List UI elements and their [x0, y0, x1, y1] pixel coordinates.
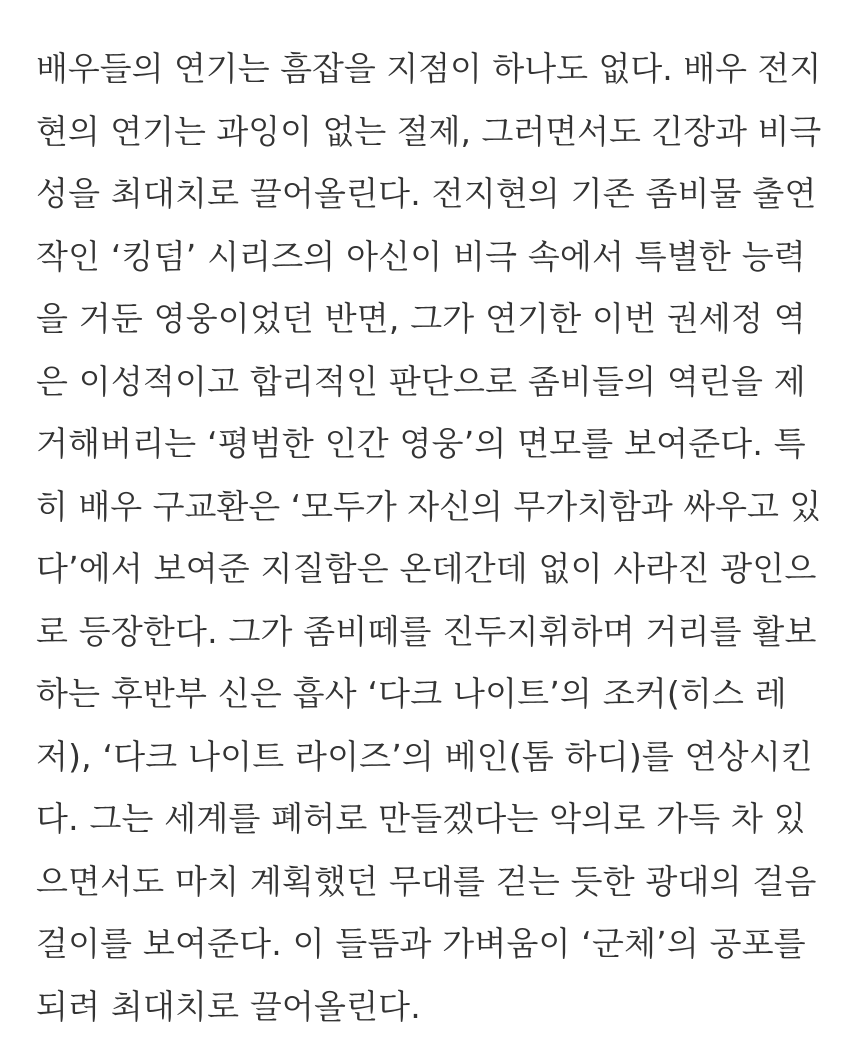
article-body: [36, 38, 826, 1038]
text-line: 배우들의 연기는 흠잡을 지점이 하나도 없다. 배우 전지: [36, 38, 826, 101]
text-line: 저), ‘다크 나이트 라이즈’의 베인(톰 하디)를 연상시킨: [36, 726, 826, 789]
text-line: 으면서도 마치 계획했던 무대를 걷는 듯한 광대의 걸음: [36, 851, 826, 914]
text-line: 작인 ‘킹덤’ 시리즈의 아신이 비극 속에서 특별한 능력: [36, 226, 826, 289]
text-line: 다. 그는 세계를 폐허로 만들겠다는 악의로 가득 차 있: [36, 788, 826, 851]
text-line: 걸이를 보여준다. 이 들뜸과 가벼움이 ‘군체’의 공포를: [36, 913, 826, 976]
text-line: 되려 최대치로 끌어올린다.: [36, 976, 826, 1038]
text-line: 을 거둔 영웅이었던 반면, 그가 연기한 이번 권세정 역: [36, 288, 826, 351]
text-line: 거해버리는 ‘평범한 인간 영웅’의 면모를 보여준다. 특: [36, 413, 826, 476]
text-line: 다’에서 보여준 지질함은 온데간데 없이 사라진 광인으: [36, 538, 826, 601]
text-line: 로 등장한다. 그가 좀비떼를 진두지휘하며 거리를 활보: [36, 601, 826, 664]
text-line: 하는 후반부 신은 흡사 ‘다크 나이트’의 조커(히스 레: [36, 663, 826, 726]
text-line: 성을 최대치로 끌어올린다. 전지현의 기존 좀비물 출연: [36, 163, 826, 226]
text-line: 히 배우 구교환은 ‘모두가 자신의 무가치함과 싸우고 있: [36, 476, 826, 539]
text-line: 은 이성적이고 합리적인 판단으로 좀비들의 역린을 제: [36, 351, 826, 414]
text-line: 현의 연기는 과잉이 없는 절제, 그러면서도 긴장과 비극: [36, 101, 826, 164]
